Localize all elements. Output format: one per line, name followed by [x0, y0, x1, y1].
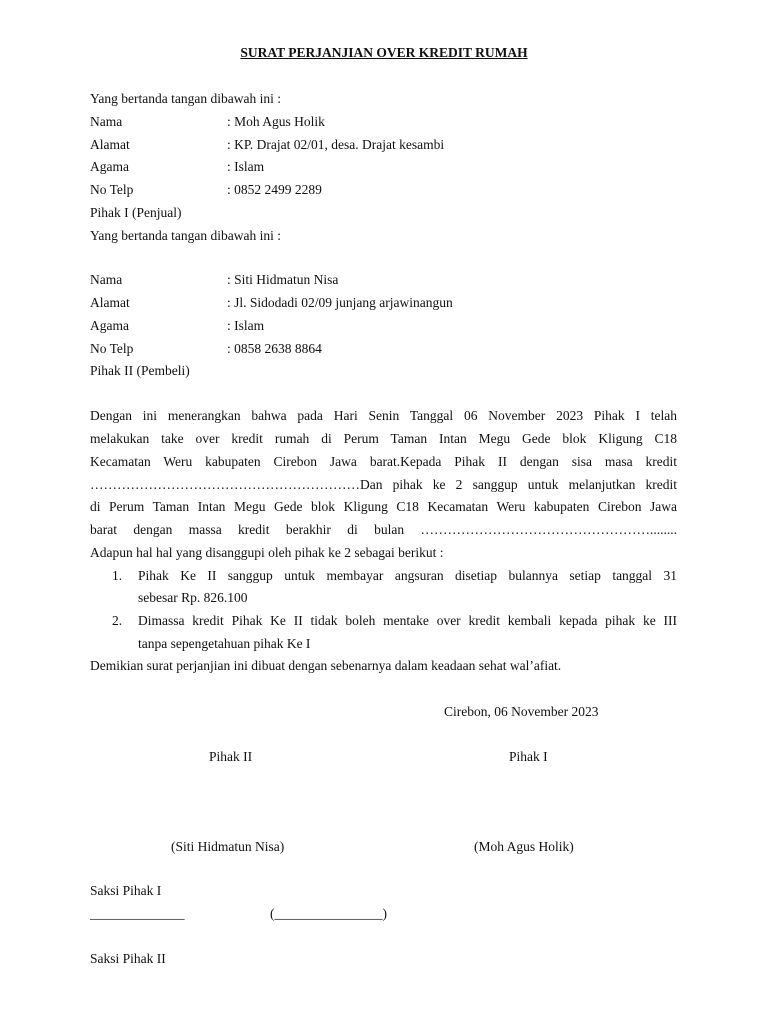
witness-1-name-blank: (________________) — [270, 906, 387, 921]
witness-1-signature-blank: ______________ — [90, 906, 185, 921]
signature-left-name: (Siti Hidmatun Nisa) — [171, 839, 285, 854]
signature-right-name: (Moh Agus Holik) — [474, 839, 574, 854]
body-line: Kecamatan Weru kabupaten Cirebon Jawa barat.Kepada Pihak II dengan sisa masa kredit — [90, 454, 677, 469]
party-1-religion-value: : Islam — [227, 159, 265, 174]
party-1-phone-value: : 0852 2499 2289 — [227, 182, 322, 197]
closing-statement: Demikian surat perjanjian ini dibuat dengan sebenarnya dalam keadaan sehat wal’afiat. — [90, 658, 562, 673]
intro-line-1: Yang bertanda tangan dibawah ini : — [90, 91, 281, 106]
party-2-role: Pihak II (Pembeli) — [90, 363, 190, 378]
list-item-line: Dimassa kredit Pihak Ke II tidak boleh mentake over kredit kembali kepada pihak ke III — [138, 613, 677, 628]
body-line: melakukan take over kredit rumah di Perum Taman Intan Megu Gede blok Kligung C18 — [90, 431, 677, 446]
list-item-line: sebesar Rp. 826.100 — [138, 590, 248, 605]
signature-left-role: Pihak II — [209, 749, 253, 764]
party-1-religion-label: Agama — [90, 159, 129, 174]
party-1-address-label: Alamat — [90, 137, 130, 152]
signature-right-role: Pihak I — [509, 749, 548, 764]
party-2-address-value: : Jl. Sidodadi 02/09 junjang arjawinangun — [227, 295, 453, 310]
body-line: ……………………………………………………Dan pihak ke 2 sanggup untuk melanjutkan kredit — [90, 477, 677, 492]
party-1-phone-label: No Telp — [90, 182, 134, 197]
list-number: 1. — [112, 568, 123, 583]
party-2-phone-label: No Telp — [90, 341, 134, 356]
party-1-name-label: Nama — [90, 114, 123, 129]
party-1-role: Pihak I (Penjual) — [90, 205, 182, 220]
party-2-religion-label: Agama — [90, 318, 129, 333]
party-2-phone-value: : 0858 2638 8864 — [227, 341, 322, 356]
body-line: barat dengan massa kredit berakhir di bulan ……………………………………………........ — [90, 522, 677, 537]
party-1-name-value: : Moh Agus Holik — [227, 114, 325, 129]
party-2-religion-value: : Islam — [227, 318, 265, 333]
body-line: Dengan ini menerangkan bahwa pada Hari Senin Tanggal 06 November 2023 Pihak I telah — [90, 408, 677, 423]
list-item-line: tanpa sepengetahuan pihak Ke I — [138, 636, 311, 651]
body-line: di Perum Taman Intan Megu Gede blok Kligung C18 Kecamatan Weru kabupaten Cirebon Jawa — [90, 499, 677, 514]
party-1-address-value: : KP. Drajat 02/01, desa. Drajat kesambi — [227, 137, 445, 152]
party-2-name-value: : Siti Hidmatun Nisa — [227, 272, 339, 287]
party-2-address-label: Alamat — [90, 295, 130, 310]
witness-2-label: Saksi Pihak II — [90, 951, 166, 966]
agreement-intro: Adapun hal hal yang disanggupi oleh pihak ke 2 sebagai berikut : — [90, 545, 444, 560]
place-and-date: Cirebon, 06 November 2023 — [444, 704, 599, 719]
party-2-name-label: Nama — [90, 272, 123, 287]
intro-line-2: Yang bertanda tangan dibawah ini : — [90, 228, 281, 243]
witness-1-label: Saksi Pihak I — [90, 883, 162, 898]
list-number: 2. — [112, 613, 123, 628]
document-title: SURAT PERJANJIAN OVER KREDIT RUMAH — [240, 45, 528, 60]
list-item-line: Pihak Ke II sanggup untuk membayar angsuran disetiap bulannya setiap tanggal 31 — [138, 568, 677, 583]
